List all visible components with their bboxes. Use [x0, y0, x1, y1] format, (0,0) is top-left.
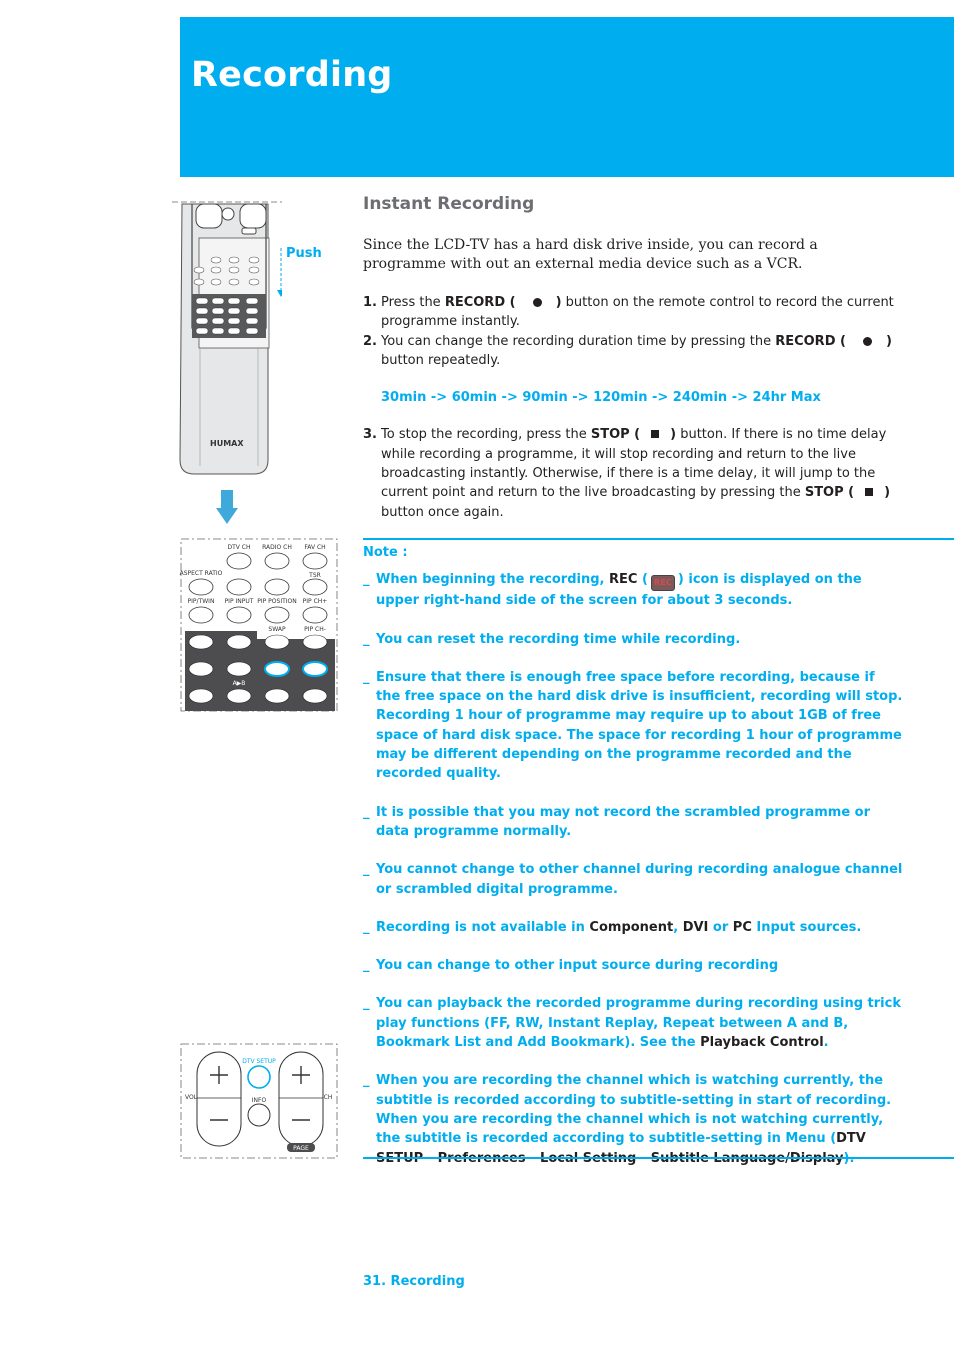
label-pip-twin: PIP/TWIN [187, 598, 215, 605]
remote-brand-label: HUMAX [210, 439, 244, 448]
label-swap: SWAP [268, 626, 286, 633]
note-item: _ Recording is not available in Component, DVI or PC Input sources. [363, 919, 862, 935]
note-label: Note : [363, 545, 408, 560]
label-tsr: TSR [309, 572, 321, 579]
record-icon [863, 337, 872, 346]
label-dtv-setup: DTV SETUP [242, 1058, 276, 1065]
label-a-b: A▶B [232, 680, 246, 687]
label-pip-ch-minus: PIP CH- [304, 626, 326, 633]
down-arrow-icon [216, 490, 238, 524]
label-radio-ch: RADIO CH [262, 544, 292, 551]
steps-list [363, 293, 903, 522]
divider-bottom [363, 1157, 954, 1159]
notes-section [363, 543, 903, 1187]
stop-icon [865, 488, 873, 496]
playback-control-link[interactable]: Playback Control [700, 1035, 824, 1051]
remote-vol-ch-panel [177, 1040, 343, 1162]
step-1: 1. Press the RECORD ( ) button on the remote control to record the current programme instantly. [363, 295, 894, 330]
note-item: _ Ensure that there is enough free space before recording, because if the free space on the hard disk drive is insufficient, recording will stop. Recording 1 hour of programme may require up to about 1GB of free space of hard disk space. The space for recording 1 hour of programme may be different depending on the programme recorded and the recorded quality. [363, 669, 903, 782]
rec-icon: REC [651, 575, 675, 591]
page-header-band [180, 17, 954, 177]
section-title: Instant Recording [363, 194, 535, 214]
divider-top [363, 538, 954, 540]
note-item: _ You cannot change to other channel during recording analogue channel or scrambled digital programme. [363, 862, 903, 897]
page-title: Recording [191, 55, 393, 95]
label-pip-input: PIP INPUT [224, 598, 254, 605]
duration-sequence: 30min -> 60min -> 90min -> 120min -> 240min -> 24hr Max [381, 390, 821, 406]
note-item: _ It is possible that you may not record the scrambled programme or data programme normally. [363, 804, 870, 839]
label-ch: CH [323, 1094, 333, 1101]
note-item: _ When beginning the recording, REC ( REC ) icon is displayed on the upper right-hand side of the screen for about 3 seconds. [363, 572, 862, 609]
record-icon [533, 298, 542, 307]
label-fav-ch: FAV CH [304, 544, 326, 551]
label-pip-ch-plus: PIP CH+ [302, 598, 328, 605]
step-2: 2. You can change the recording duration time by pressing the RECORD ( ) button repeatedly. [363, 333, 892, 368]
label-aspect-ratio: ASPECT RATIO [179, 570, 223, 577]
label-dtv-ch: DTV CH [227, 544, 251, 551]
stop-icon [651, 430, 659, 438]
step-3: 3. To stop the recording, press the STOP ( ) button. If there is no time delay while recording a programme, it will stop recording and return to the live broadcasting instantly. Otherwise, if there is a time delay, it will jump to the current point and return to the live broadcasting by pressing the STOP ( ) button once again. [363, 427, 891, 520]
remote-illustration-top [172, 198, 282, 476]
note-item: _ You can playback the recorded programme during recording using trick play functions (FF, RW, Instant Replay, Repeat between A and B, Bookmark List and Add Bookmark). See the Playback Control. [363, 996, 901, 1051]
note-item: _ You can change to other input source during recording [363, 958, 779, 974]
push-label: Push [286, 246, 322, 261]
intro-paragraph: Since the LCD-TV has a hard disk drive inside, you can record a programme with out an external media device such as a VCR. [363, 237, 818, 272]
page-footer: 31. Recording [363, 1274, 465, 1289]
label-info: INFO [251, 1097, 267, 1104]
label-vol: VOL [184, 1094, 198, 1101]
label-pip-position: PIP POSITION [257, 598, 297, 605]
note-item: _ You can reset the recording time while recording. [363, 631, 741, 647]
remote-button-panel [177, 535, 343, 717]
note-item: _ When you are recording the channel which is watching currently, the subtitle is recorded according to subtitle-setting in start of recording. When you are recording the channel which is not watching currently, the subtitle is recorded according to subtitle-setting in Menu (DTV [363, 1073, 892, 1147]
label-page: PAGE [293, 1145, 309, 1152]
